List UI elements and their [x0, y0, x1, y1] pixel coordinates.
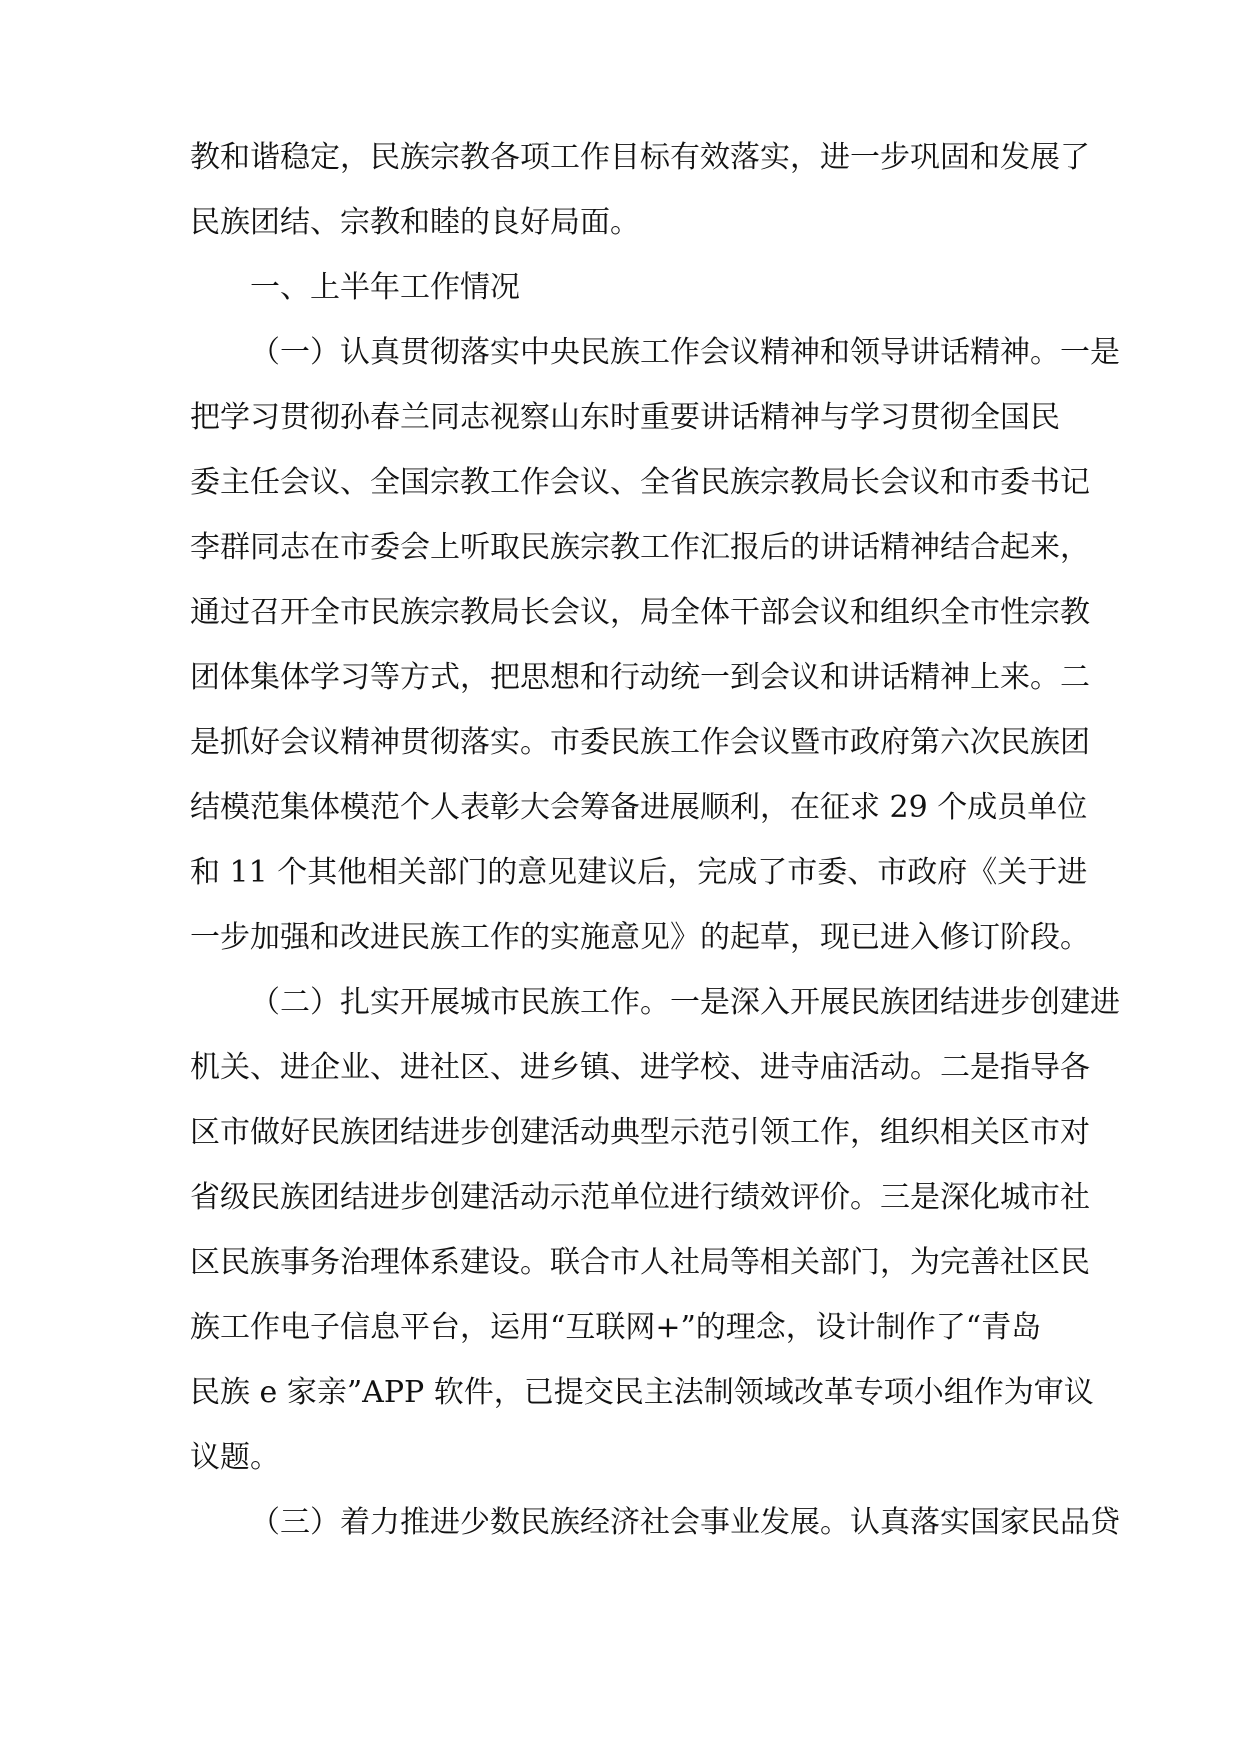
paragraph-start-line: （三）着力推进少数民族经济社会事业发展。认真落实国家民品贷 — [250, 1505, 1120, 1540]
text-line: 是抓好会议精神贯彻落实。市委民族工作会议暨市政府第六次民族团 — [190, 725, 1090, 760]
text-line: 机关、进企业、进社区、进乡镇、进学校、进寺庙活动。二是指导各 — [190, 1050, 1090, 1085]
text-line: 区市做好民族团结进步创建活动典型示范引领工作，组织相关区市对 — [190, 1115, 1090, 1150]
text-line: 族工作电子信息平台，运用“互联网+”的理念，设计制作了“青岛 — [190, 1310, 1042, 1345]
text-line: 民族 e 家亲”APP 软件，已提交民主法制领域改革专项小组作为审议 — [190, 1375, 1094, 1410]
text-line: 省级民族团结进步创建活动示范单位进行绩效评价。三是深化城市社 — [190, 1180, 1090, 1215]
text-line: 结模范集体模范个人表彰大会筹备进展顺利，在征求 29 个成员单位 — [190, 790, 1088, 825]
text-line: 教和谐稳定，民族宗教各项工作目标有效落实，进一步巩固和发展了 — [190, 140, 1090, 175]
text-line: 区民族事务治理体系建设。联合市人社局等相关部门，为完善社区民 — [190, 1245, 1090, 1280]
text-line: 把学习贯彻孙春兰同志视察山东时重要讲话精神与学习贯彻全国民 — [190, 400, 1060, 435]
paragraph-start-line: （一）认真贯彻落实中央民族工作会议精神和领导讲话精神。一是 — [250, 335, 1120, 370]
text-line: 一步加强和改进民族工作的实施意见》的起草，现已进入修订阶段。 — [190, 920, 1090, 955]
text-line: 民族团结、宗教和睦的良好局面。 — [190, 205, 640, 240]
text-line: 团体集体学习等方式，把思想和行动统一到会议和讲话精神上来。二 — [190, 660, 1090, 695]
document-page — [190, 125, 1120, 1555]
section-heading: 一、上半年工作情况 — [250, 270, 520, 305]
text-line: 通过召开全市民族宗教局长会议，局全体干部会议和组织全市性宗教 — [190, 595, 1090, 630]
text-line: 议题。 — [190, 1440, 280, 1475]
text-line: 和 11 个其他相关部门的意见建议后，完成了市委、市政府《关于进 — [190, 855, 1088, 890]
text-line: 李群同志在市委会上听取民族宗教工作汇报后的讲话精神结合起来， — [190, 530, 1090, 565]
text-line: 委主任会议、全国宗教工作会议、全省民族宗教局长会议和市委书记 — [190, 465, 1090, 500]
body-text — [190, 125, 1120, 1555]
paragraph-start-line: （二）扎实开展城市民族工作。一是深入开展民族团结进步创建进 — [250, 985, 1120, 1020]
